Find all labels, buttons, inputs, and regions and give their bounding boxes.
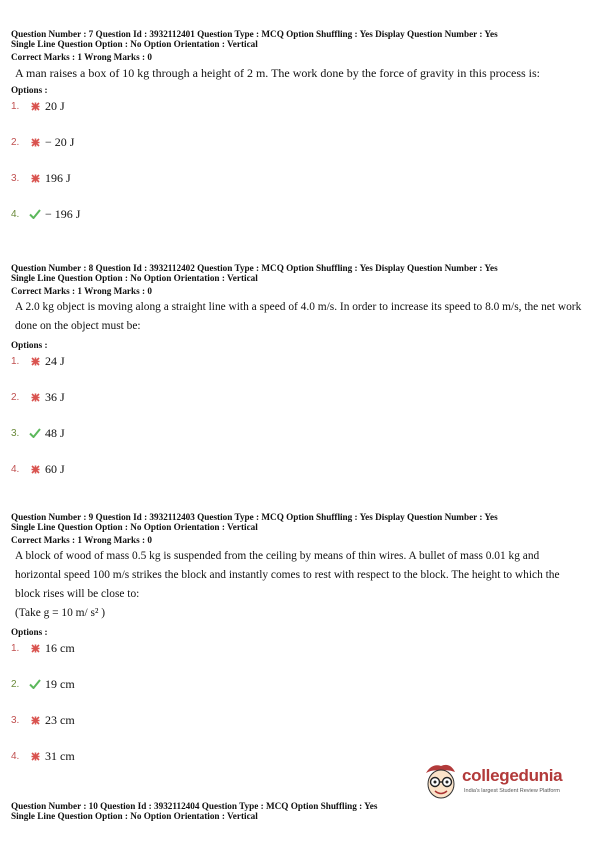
check-icon bbox=[29, 208, 41, 220]
option-number: 3. bbox=[11, 172, 20, 184]
option-number: 3. bbox=[11, 714, 20, 726]
option-value: 196 J bbox=[45, 170, 71, 185]
option-2 bbox=[11, 135, 74, 149]
option-value: 23 cm bbox=[45, 712, 75, 727]
option-4 bbox=[11, 749, 75, 763]
option-2 bbox=[11, 677, 75, 691]
option-number: 1. bbox=[11, 642, 20, 654]
mascot-icon bbox=[422, 763, 460, 803]
cross-icon bbox=[29, 136, 41, 148]
option-number: 3. bbox=[11, 427, 20, 439]
cross-icon bbox=[29, 391, 41, 403]
option-4 bbox=[11, 462, 65, 476]
options-label: Options : bbox=[11, 85, 48, 95]
option-4 bbox=[11, 207, 80, 221]
options-label: Options : bbox=[11, 627, 48, 637]
cross-icon bbox=[29, 172, 41, 184]
question-meta: Question Number : 7 Question Id : 3932112401 Question Type : MCQ Option Shuffling : Yes Display Question Number : Yes bbox=[11, 29, 498, 39]
logo-tagline: India's largest Student Review Platform bbox=[464, 788, 560, 794]
question-8 bbox=[11, 263, 585, 483]
question-9 bbox=[11, 512, 585, 772]
option-value: 24 J bbox=[45, 353, 65, 368]
question-7 bbox=[11, 29, 585, 234]
cross-icon bbox=[29, 355, 41, 367]
option-3 bbox=[11, 171, 71, 185]
collegedunia-logo bbox=[420, 763, 585, 803]
option-2 bbox=[11, 390, 65, 404]
option-value: 48 J bbox=[45, 425, 65, 440]
check-icon bbox=[29, 678, 41, 690]
question-meta: Question Number : 10 Question Id : 3932112404 Question Type : MCQ Option Shuffling : Yes bbox=[11, 801, 378, 811]
option-number: 4. bbox=[11, 463, 20, 475]
question-text: A 2.0 kg object is moving along a straight line with a speed of 4.0 m/s. In order to increase its speed to 8.0 m/s, the net work done on the object must be: bbox=[15, 301, 582, 332]
option-number: 1. bbox=[11, 100, 20, 112]
option-1 bbox=[11, 641, 75, 655]
cross-icon bbox=[29, 100, 41, 112]
option-number: 4. bbox=[11, 208, 20, 220]
option-value: 60 J bbox=[45, 461, 65, 476]
logo-name: collegedunia bbox=[462, 766, 563, 785]
cross-icon bbox=[29, 750, 41, 762]
option-1 bbox=[11, 99, 65, 113]
option-value: 31 cm bbox=[45, 748, 75, 763]
option-value: 36 J bbox=[45, 389, 65, 404]
cross-icon bbox=[29, 463, 41, 475]
question-text: A block of wood of mass 0.5 kg is suspended from the ceiling by means of thin wires. A bullet of mass 0.01 kg and horizontal speed 100 m/s strikes the block and instantly comes to rest with respect to the block. The height to which the block rises will be close to: bbox=[15, 550, 560, 600]
question-meta: Question Number : 9 Question Id : 3932112403 Question Type : MCQ Option Shuffling : Yes Display Question Number : Yes bbox=[11, 512, 498, 522]
option-1 bbox=[11, 354, 65, 368]
question-text: A man raises a box of 10 kg through a height of 2 m. The work done by the force of gravity in this process is: bbox=[15, 66, 541, 80]
options-label: Options : bbox=[11, 340, 48, 350]
option-number: 1. bbox=[11, 355, 20, 367]
question-meta: Question Number : 8 Question Id : 3932112402 Question Type : MCQ Option Shuffling : Yes Display Question Number : Yes bbox=[11, 263, 498, 273]
option-value: 20 J bbox=[45, 98, 65, 113]
question-meta-line2: Single Line Question Option : No Option Orientation : Vertical bbox=[11, 522, 258, 532]
option-number: 2. bbox=[11, 391, 20, 403]
question-marks: Correct Marks : 1 Wrong Marks : 0 bbox=[11, 535, 152, 545]
question-meta-line2: Single Line Question Option : No Option Orientation : Vertical bbox=[11, 273, 258, 283]
question-marks: Correct Marks : 1 Wrong Marks : 0 bbox=[11, 52, 152, 62]
option-number: 2. bbox=[11, 136, 20, 148]
option-value: − 196 J bbox=[45, 206, 81, 221]
option-value: 19 cm bbox=[45, 676, 75, 691]
option-value: 16 cm bbox=[45, 640, 75, 655]
option-number: 4. bbox=[11, 750, 20, 762]
option-value: − 20 J bbox=[45, 134, 75, 149]
question-meta-line2: Single Line Question Option : No Option Orientation : Vertical bbox=[11, 811, 258, 821]
cross-icon bbox=[29, 642, 41, 654]
option-number: 2. bbox=[11, 678, 20, 690]
question-10 bbox=[11, 801, 585, 825]
check-icon bbox=[29, 427, 41, 439]
question-marks: Correct Marks : 1 Wrong Marks : 0 bbox=[11, 286, 152, 296]
option-3 bbox=[11, 426, 65, 440]
question-meta-line2: Single Line Question Option : No Option Orientation : Vertical bbox=[11, 39, 258, 49]
option-3 bbox=[11, 713, 75, 727]
question-note: (Take g = 10 m/ s² ) bbox=[15, 607, 106, 619]
cross-icon bbox=[29, 714, 41, 726]
